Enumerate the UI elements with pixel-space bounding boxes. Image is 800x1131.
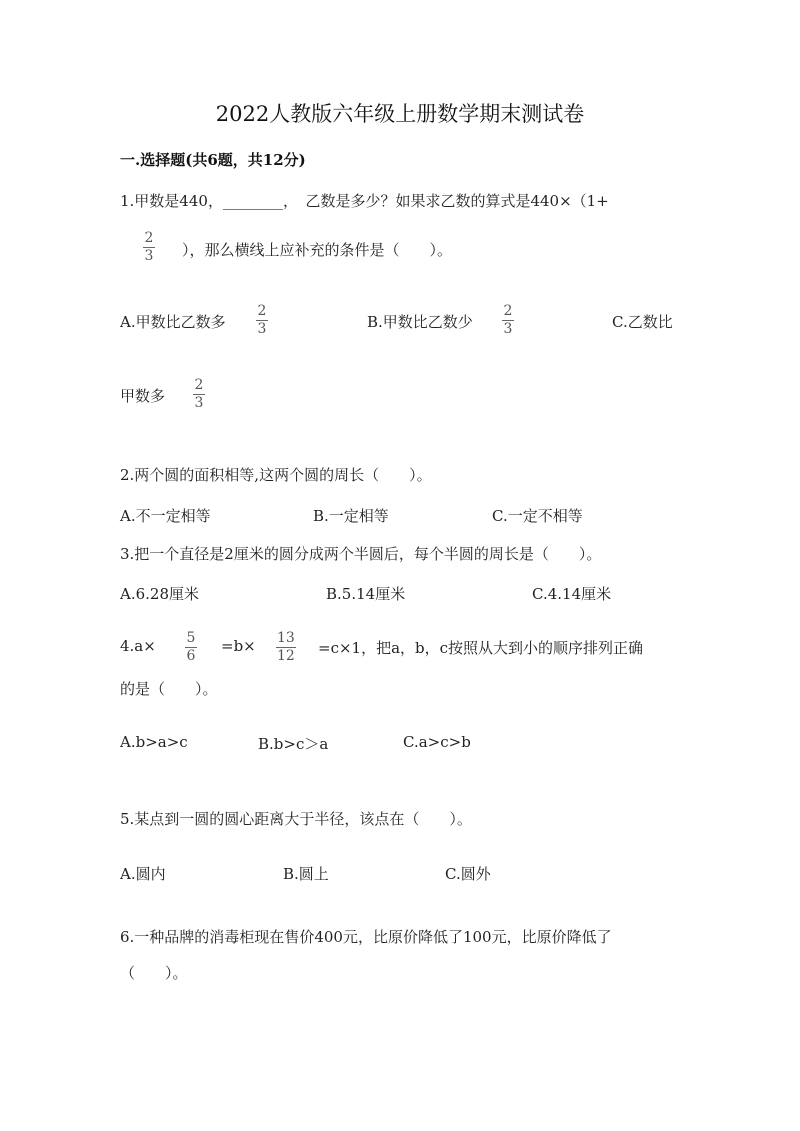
q2-text: 2.两个圆的面积相等,这两个圆的周长（ ）。 xyxy=(120,466,432,484)
q6-text: 6.一种品牌的消毒柜现在售价400元，比原价降低了100元，比原价降低了 xyxy=(120,928,612,946)
q5-text: 5.某点到一圆的圆心距离大于半径，该点在（ ）。 xyxy=(120,810,472,828)
q1-option-a: A.甲数比乙数多 xyxy=(120,313,226,331)
section-heading: 一.选择题(共6题，共12分) xyxy=(120,151,306,169)
q4-text-part3: =c×1，把a，b，c按照从大到小的顺序排列正确 xyxy=(318,639,644,657)
q1-text-line2: ），那么横线上应补充的条件是（ ）。 xyxy=(182,241,453,259)
q4-fraction-2 xyxy=(276,631,296,664)
q5-option-a: A.圆内 xyxy=(120,865,166,883)
page-title: 2022人教版六年级上册数学期末测试卷 xyxy=(215,102,585,126)
q3-option-a: A.6.28厘米 xyxy=(120,585,199,603)
q2-option-b: B.一定相等 xyxy=(313,507,389,525)
fraction-numerator: 2 xyxy=(257,303,267,319)
q1-option-c-fraction xyxy=(193,378,205,411)
fraction-numerator: 2 xyxy=(194,377,204,393)
fraction-numerator: 2 xyxy=(144,230,154,246)
fraction-denominator: 3 xyxy=(503,321,513,337)
q4-text-part1: 4.a× xyxy=(120,637,156,655)
q5-option-c: C.圆外 xyxy=(445,865,491,883)
q4-option-a: A.b>a>c xyxy=(120,733,188,751)
q1-option-c: C.乙数比 xyxy=(612,313,673,331)
q2-option-c: C.一定不相等 xyxy=(492,507,583,525)
q3-text: 3.把一个直径是2厘米的圆分成两个半圆后，每个半圆的周长是（ ）。 xyxy=(120,545,602,563)
fraction-denominator: 6 xyxy=(186,648,196,664)
q4-text-part2: =b× xyxy=(221,637,256,655)
q3-option-b: B.5.14厘米 xyxy=(326,585,406,603)
q6-text-line2: （ ）。 xyxy=(120,964,188,982)
fraction-numerator: 5 xyxy=(186,630,196,646)
q1-fraction xyxy=(143,231,155,264)
q5-option-b: B.圆上 xyxy=(283,865,329,883)
q4-option-c: C.a>c>b xyxy=(403,733,471,751)
q1-option-c-continued: 甲数多 xyxy=(120,387,166,405)
q1-text: 1.甲数是440，________， 乙数是多少？如果求乙数的算式是440×（1+ xyxy=(120,192,609,210)
fraction-denominator: 3 xyxy=(194,395,204,411)
fraction-numerator: 13 xyxy=(277,630,295,646)
q4-fraction-1 xyxy=(185,631,197,664)
q1-option-b-fraction xyxy=(502,304,514,337)
q4-option-b: B.b>c＞a xyxy=(258,735,329,753)
q4-text-line2: 的是（ ）。 xyxy=(120,680,218,698)
q2-option-a: A.不一定相等 xyxy=(120,507,211,525)
fraction-denominator: 3 xyxy=(257,321,267,337)
fraction-numerator: 2 xyxy=(503,303,513,319)
fraction-denominator: 12 xyxy=(277,648,295,664)
q3-option-c: C.4.14厘米 xyxy=(532,585,612,603)
q1-option-b: B.甲数比乙数少 xyxy=(367,313,473,331)
fraction-denominator: 3 xyxy=(144,248,154,264)
q1-option-a-fraction xyxy=(256,304,268,337)
